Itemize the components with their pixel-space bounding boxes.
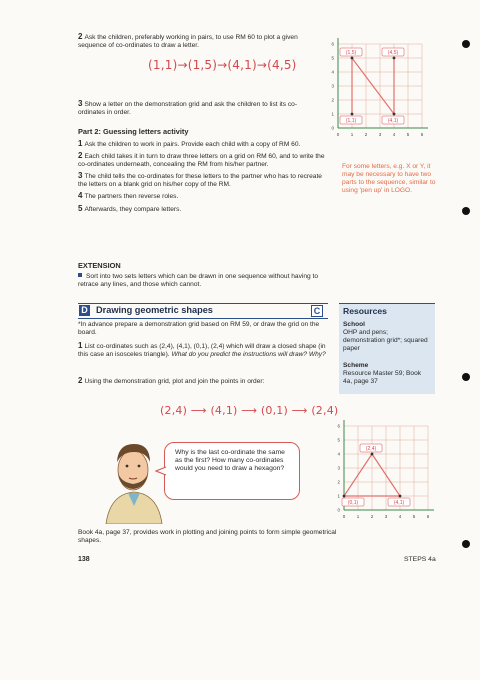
section-corner-badge: C: [311, 305, 323, 317]
point-label: (2,4): [365, 446, 377, 452]
x-tick-label: 1: [350, 132, 354, 136]
triangle-sequence: (2,4) ⟶ (4,1) ⟶ (0,1) ⟶ (2,4): [160, 404, 339, 417]
item-number: 1: [78, 139, 83, 148]
resources-header: [339, 303, 435, 319]
y-tick-label: 6: [337, 423, 340, 429]
teacher-illustration: [100, 432, 168, 524]
item-text: Afterwards, they compare letters.: [84, 205, 182, 213]
x-tick-label: 0: [342, 514, 346, 519]
y-tick-label: 1: [331, 111, 334, 117]
item-text: List co-ordinates such as (2,4), (4,1), (0,1), (2,4) which will draw a closed shape (in this case an isosceles triangle).: [78, 343, 326, 359]
binder-hole: [462, 40, 470, 48]
item-number: 2: [78, 151, 83, 161]
section-title: Drawing geometric shapes: [96, 305, 213, 315]
school-label: School: [343, 321, 365, 328]
plotted-point: [351, 113, 354, 116]
side-note: For some letters, e.g. X or Y, it may be necessary to have two parts to the sequence, similar to using 'pen up' in LOGO.: [342, 163, 436, 195]
plotted-point: [399, 495, 402, 498]
section-item-2: [78, 377, 278, 386]
y-tick-label: 6: [331, 41, 334, 47]
point-label: (4,1): [393, 500, 405, 506]
page-number: 138: [78, 556, 90, 563]
y-tick-label: 4: [337, 451, 340, 457]
triangle-grid: [330, 418, 442, 528]
item-number: 5: [78, 203, 83, 213]
speech-text: Why is the last co-ordinate the same as the first? How many co-ordinates would you need to draw a hexagon?: [175, 449, 285, 473]
plotted-point: [393, 57, 396, 60]
list-item: [78, 172, 330, 189]
x-tick-label: 6: [426, 514, 430, 519]
instruction-2: [78, 33, 328, 50]
letter-sequence: (1,1)→(1,5)→(4,1)→(4,5): [148, 58, 297, 72]
scheme-label: Scheme: [343, 362, 369, 369]
item-number: 3: [78, 171, 83, 181]
x-tick-label: 4: [392, 132, 396, 136]
x-tick-label: 1: [356, 514, 360, 519]
item-text: Show a letter on the demonstration grid and ask the children to list its co-ordinates in order.: [78, 101, 298, 117]
point-label: (1,1): [345, 118, 357, 124]
x-tick-label: 5: [406, 132, 410, 136]
point-label: (0,1): [347, 500, 359, 506]
plotted-point: [343, 495, 346, 498]
resources-panel: [339, 318, 435, 394]
x-tick-label: 2: [364, 132, 368, 136]
plotted-point: [371, 453, 374, 456]
list-item: [78, 140, 330, 149]
list-item: [78, 205, 330, 214]
section-item-1: [78, 342, 330, 359]
letter-grid: [326, 36, 444, 136]
x-tick-label: 0: [336, 132, 340, 136]
item-text: Using the demonstration grid, plot and join the points in order:: [84, 378, 265, 385]
section-intro: *In advance prepare a demonstration grid based on RM 59, or draw the grid on the board.: [78, 321, 320, 337]
binder-hole: [462, 207, 470, 215]
x-tick-label: 5: [412, 514, 416, 519]
y-tick-label: 2: [331, 97, 334, 103]
school-text: OHP and pens; demonstration grid*; squared paper: [343, 329, 428, 353]
x-tick-label: 4: [398, 514, 402, 519]
y-tick-label: 3: [331, 83, 334, 89]
y-tick-label: 1: [337, 493, 340, 499]
item-text: Each child takes it in turn to draw three letters on a grid on RM 60, and to write the co-ordinates underneath, concealing the RM from his/her partner.: [78, 153, 325, 169]
point-label: (4,5): [387, 50, 399, 56]
item-number: 2: [78, 376, 83, 385]
item-question: What do you predict the instructions will draw? Why?: [171, 351, 326, 359]
item-number: 2: [78, 32, 83, 41]
instruction-3: [78, 100, 308, 117]
extension-heading: EXTENSION: [78, 261, 121, 270]
x-tick-label: 3: [384, 514, 388, 519]
x-tick-label: 2: [370, 514, 374, 519]
item-text: Ask the children, preferably working in pairs, to use RM 60 to plot a given sequence of co-ordinates to draw a letter.: [78, 34, 298, 50]
plotted-point: [351, 57, 354, 60]
footer-note: Book 4a, page 37, provides work in plotting and joining points to form simple geometrical shapes.: [78, 529, 337, 545]
plotted-point: [393, 113, 396, 116]
y-tick-label: 0: [331, 125, 334, 131]
point-label: (4,1): [387, 118, 399, 124]
item-text: The partners then reverse roles.: [84, 193, 179, 201]
extension-text: [78, 273, 328, 289]
section-d-header: [78, 303, 328, 319]
item-number: 1: [78, 341, 83, 350]
y-tick-label: 0: [337, 507, 340, 513]
scheme-text: Resource Master 59; Book 4a, page 37: [343, 370, 422, 386]
y-tick-label: 3: [337, 465, 340, 471]
y-tick-label: 4: [331, 69, 334, 75]
y-tick-label: 5: [337, 437, 340, 443]
y-tick-label: 2: [337, 479, 340, 485]
binder-hole: [462, 540, 470, 548]
speech-bubble-tail: [155, 466, 167, 476]
binder-hole: [462, 373, 470, 381]
point-label: (1,5): [345, 50, 357, 56]
bullet-icon: [78, 273, 82, 277]
x-tick-label: 3: [378, 132, 382, 136]
book-label: STEPS 4a: [404, 556, 436, 563]
item-text: The child tells the co-ordinates for these letters to the partner who has to recreate the letters on a blank grid on his/her copy of the RM.: [78, 173, 322, 189]
section-letter-badge: D: [79, 305, 90, 316]
speech-bubble: [164, 442, 300, 500]
extension-body: Sort into two sets letters which can be drawn in one sequence without having to retrace any lines, and those which cannot.: [78, 273, 319, 289]
item-number: 4: [78, 191, 83, 201]
item-number: 3: [78, 99, 83, 108]
y-tick-label: 5: [331, 55, 334, 61]
part2-heading: Part 2: Guessing letters activity: [78, 127, 189, 136]
item-text: Ask the children to work in pairs. Provide each child with a copy of RM 60.: [84, 141, 301, 148]
x-tick-label: 6: [420, 132, 424, 136]
part2-list: [78, 140, 330, 214]
resources-heading: Resources: [343, 306, 387, 316]
list-item: [78, 192, 330, 201]
list-item: [78, 152, 330, 169]
